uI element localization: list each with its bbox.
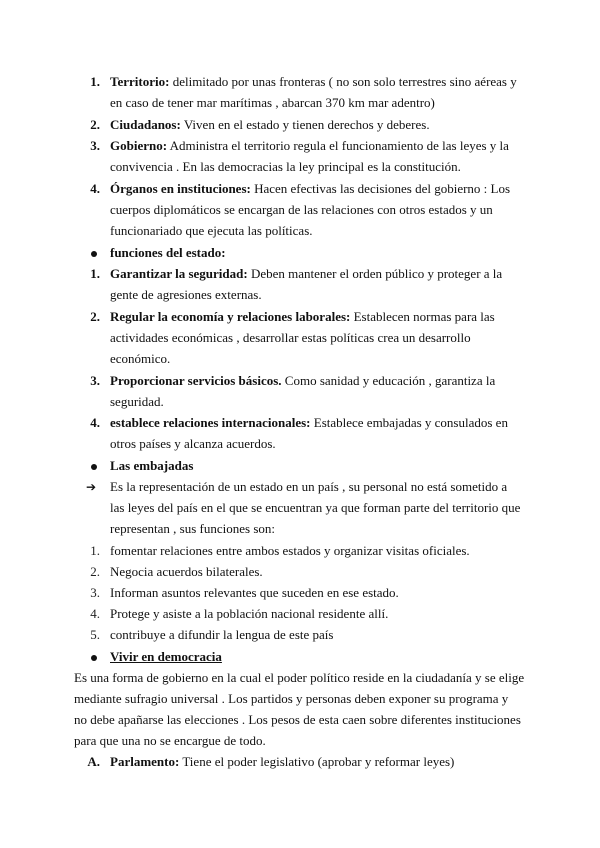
list-item-relaciones [110,415,508,431]
paragraph-line: no debe apañarse las elecciones . Los pesos de esta caen sobre diferentes instituciones [74,712,521,727]
paragraph-line: para que una no se encargue de todo. [74,733,266,748]
term: Órganos en instituciones: [110,181,251,196]
paragraph-line: mediante sufragio universal . Los partidos y personas deben exponer su programa y [74,691,509,706]
list-item: fomentar relaciones entre ambos estados y organizar visitas oficiales. [110,543,470,558]
section-heading-funciones: funciones del estado: [110,245,226,260]
list-marker: 2. [90,309,100,324]
text: delimitado por unas fronteras ( no son solo terrestres sino aéreas y [169,74,517,89]
continuation-line: económico. [110,351,171,366]
continuation-line: funcionariado que ejecuta las políticas. [110,223,313,238]
continuation-line: otros países y alcanza acuerdos. [110,436,276,451]
list-marker: 3. [90,585,100,600]
term: Territorio: [110,74,170,89]
arrow-paragraph-line: Es la representación de un estado en un país , su personal no está sometido a [110,479,508,494]
continuation-line: en caso de tener mar marítimas , abarcan 370 km mar adentro) [110,95,435,110]
text: Establece embajadas y consulados en [310,415,508,430]
text: Administra el territorio regula el funcionamiento de las leyes y la [167,138,509,153]
term: Garantizar la seguridad: [110,266,248,281]
term: Regular la economía y relaciones laborales: [110,309,351,324]
text: Tiene el poder legislativo (aprobar y reformar leyes) [179,754,455,769]
list-marker: 3. [90,138,100,153]
list-marker: 4. [90,606,100,621]
list-item-gobierno [110,138,509,154]
term: Ciudadanos: [110,117,181,132]
bullet-dot-icon [91,464,97,470]
term: Proporcionar servicios básicos. [110,373,282,388]
list-item-territorio [110,74,517,90]
text: Hacen efectivas las decisiones del gobierno : Los [250,181,511,196]
continuation-line: las leyes del país en el que se encuentran ya que forman parte del territorio que [110,500,521,515]
list-marker: 1. [90,543,100,558]
text: Como sanidad y educación , garantiza la [281,373,496,388]
term: Gobierno: [110,138,168,153]
bullet-dot-icon [91,655,97,661]
list-marker: 3. [90,373,100,388]
list-item: Negocia acuerdos bilaterales. [110,564,263,579]
paragraph-line: Es una forma de gobierno en la cual el poder político reside en la ciudadanía y se elige [74,670,525,685]
list-item-organos [110,181,510,197]
term: establece relaciones internacionales: [110,415,311,430]
list-marker: 1. [90,266,100,281]
list-item-ciudadanos [110,117,430,133]
list-marker: A. [87,754,100,769]
term: Parlamento: [110,754,180,769]
continuation-line: convivencia . En las democracias la ley principal es la constitución. [110,159,461,174]
list-item-parlamento [110,754,454,770]
continuation-line: actividades económicas , desarrollar estas políticas crea un desarrollo [110,330,471,345]
list-marker: 2. [90,564,100,579]
list-item-seguridad [110,266,502,282]
section-heading-embajadas: Las embajadas [110,458,194,473]
list-marker: 5. [90,627,100,642]
list-marker: 4. [90,181,100,196]
text: Deben mantener el orden público y proteger a la [247,266,503,281]
list-item-servicios [110,373,495,389]
right-arrow-icon: ➔ [86,480,97,494]
continuation-line: representan , sus funciones son: [110,521,275,536]
section-heading-democracia: Vivir en democracia [110,649,222,664]
bullet-dot-icon [91,251,97,257]
text: Establecen normas para las [350,309,495,324]
list-marker: 4. [90,415,100,430]
continuation-line: cuerpos diplomáticos se encargan de las relaciones con otros estados y un [110,202,493,217]
list-marker: 1. [90,74,100,89]
continuation-line: seguridad. [110,394,164,409]
list-item: contribuye a difundir la lengua de este país [110,627,334,642]
list-item: Protege y asiste a la población nacional residente allí. [110,606,389,621]
text: Viven en el estado y tienen derechos y deberes. [180,117,430,132]
list-marker: 2. [90,117,100,132]
list-item-economia [110,309,495,325]
list-item: Informan asuntos relevantes que suceden en ese estado. [110,585,399,600]
continuation-line: gente de agresiones externas. [110,287,262,302]
